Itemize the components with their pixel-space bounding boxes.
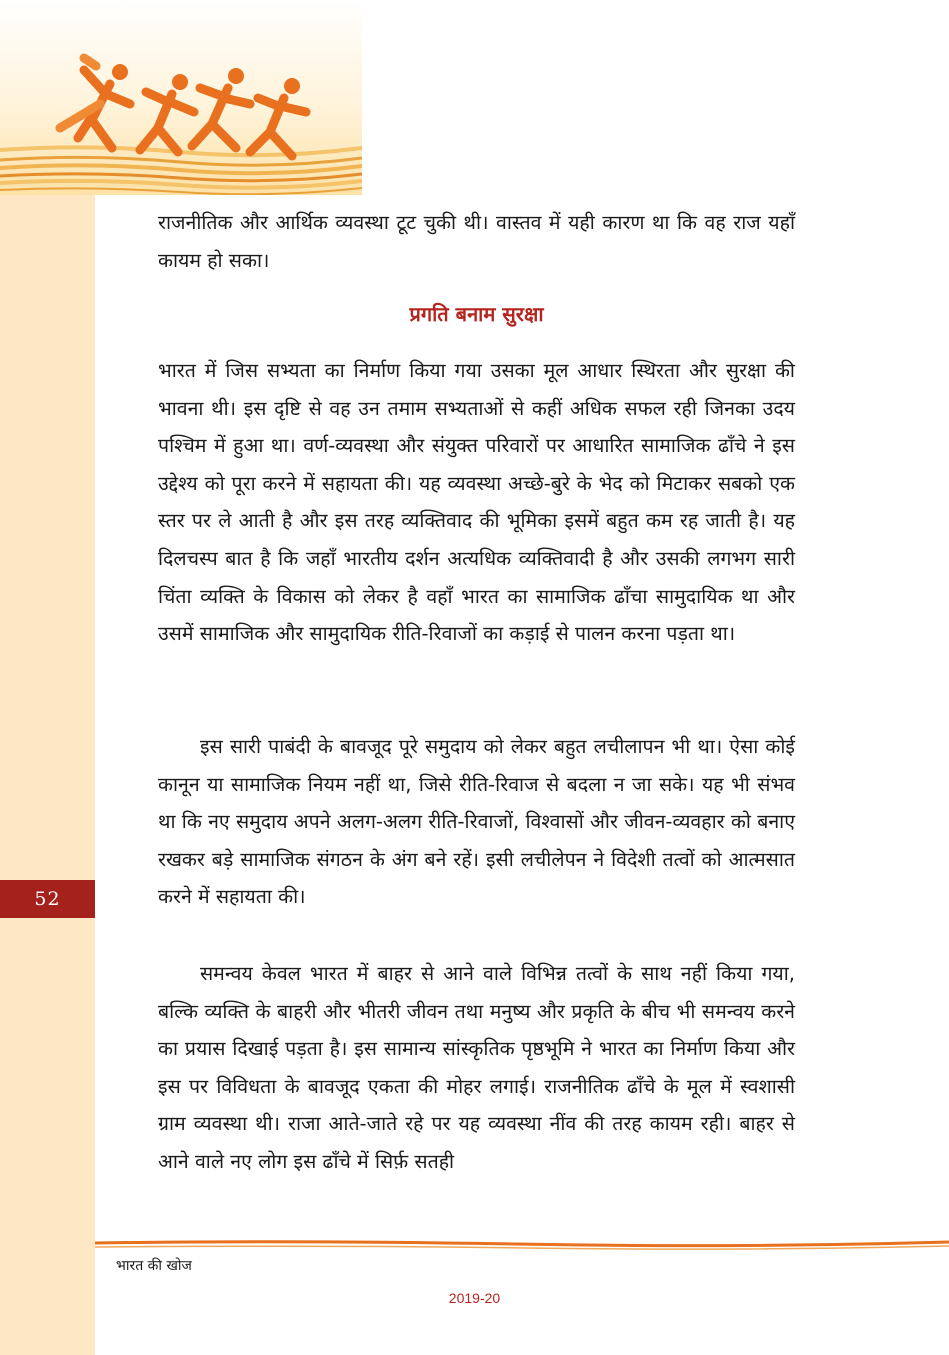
footer-book-title: भारत की खोज: [116, 1258, 192, 1274]
page-number: 52: [34, 888, 61, 910]
header-banner: [0, 0, 362, 195]
section-heading: प्रगति बनाम सुरक्षा: [409, 302, 544, 326]
page-number-box: [0, 880, 95, 918]
running-figures-illustration: [0, 0, 362, 195]
page-margin-strip: [0, 0, 95, 1355]
paragraph-main: भारत में जिस सभ्यता का निर्माण किया गया उसका मूल आधार स्थिरता और सुरक्षा की भावना थी। इस दृष्टि से वह उन तमाम सभ्यताओं से कहीं अधिक सफल रही जिनका उदय पश्चिम में हुआ था। वर्ण-व्यवस्था और संयुक्त परिवारों पर आधारित सामाजिक ढाँचे ने इस उद्देश्य को पूरा करने में सहायता की। यह व्यवस्था अच्छे-बुरे के भेद को मिटाकर सबको एक स्तर पर ले आती है और इस तरह व्यक्तिवाद की भूमिका इसमें बहुत कम रह जाती है। यह दिलचस्प बात है कि जहाँ भारतीय दर्शन अत्यधिक व्यक्तिवादी है और उसकी लगभग सारी चिंता व्यक्ति के विकास को लेकर है वहाँ भारत का सामाजिक ढाँचा सामुदायिक था और उसमें सामाजिक और सामुदायिक रीति-रिवाजों का कड़ाई से पालन करना पड़ता था।: [158, 359, 795, 646]
paragraph-continuation: राजनीतिक और आर्थिक व्यवस्था टूट चुकी थी। वास्तव में यही कारण था कि वह राज यहाँ कायम हो सका।: [158, 211, 795, 272]
paragraph-synthesis: समन्वय केवल भारत में बाहर से आने वाले विभिन्न तत्वों के साथ नहीं किया गया, बल्कि व्यक्ति के बाहरी और भीतरी जीवन तथा मनुष्य और प्रकृति के बीच भी समन्वय करने का प्रयास दिखाई पड़ता है। इस सामान्य सांस्कृतिक पृष्ठभूमि ने भारत का निर्माण किया और इस पर विविधता के बावजूद एकता की मोहर लगाई। राजनीतिक ढाँचे के मूल में स्वशासी ग्राम व्यवस्था थी। राजा आते-जाते रहे पर यह व्यवस्था नींव की तरह कायम रही। बाहर से आने वाले नए लोग इस ढाँचे में सिर्फ़ सतही: [158, 962, 795, 1173]
paragraph-flexibility: इस सारी पाबंदी के बावजूद पूरे समुदाय को लेकर बहुत लचीलापन भी था। ऐसा कोई कानून या सामाजिक नियम नहीं था, जिसे रीति-रिवाज से बदला न जा सके। यह भी संभव था कि नए समुदाय अपने अलग-अलग रीति-रिवाजों, विश्वासों और जीवन-व्यवहार को बनाए रखकर बड़े सामाजिक संगठन के अंग बने रहें। इसी लचीलेपन ने विदेशी तत्वों को आत्मसात करने में सहायता की।: [158, 735, 795, 909]
footer-divider: [95, 1238, 949, 1250]
runner-figures: [60, 58, 306, 156]
footer-year: 2019-20: [448, 1290, 501, 1306]
